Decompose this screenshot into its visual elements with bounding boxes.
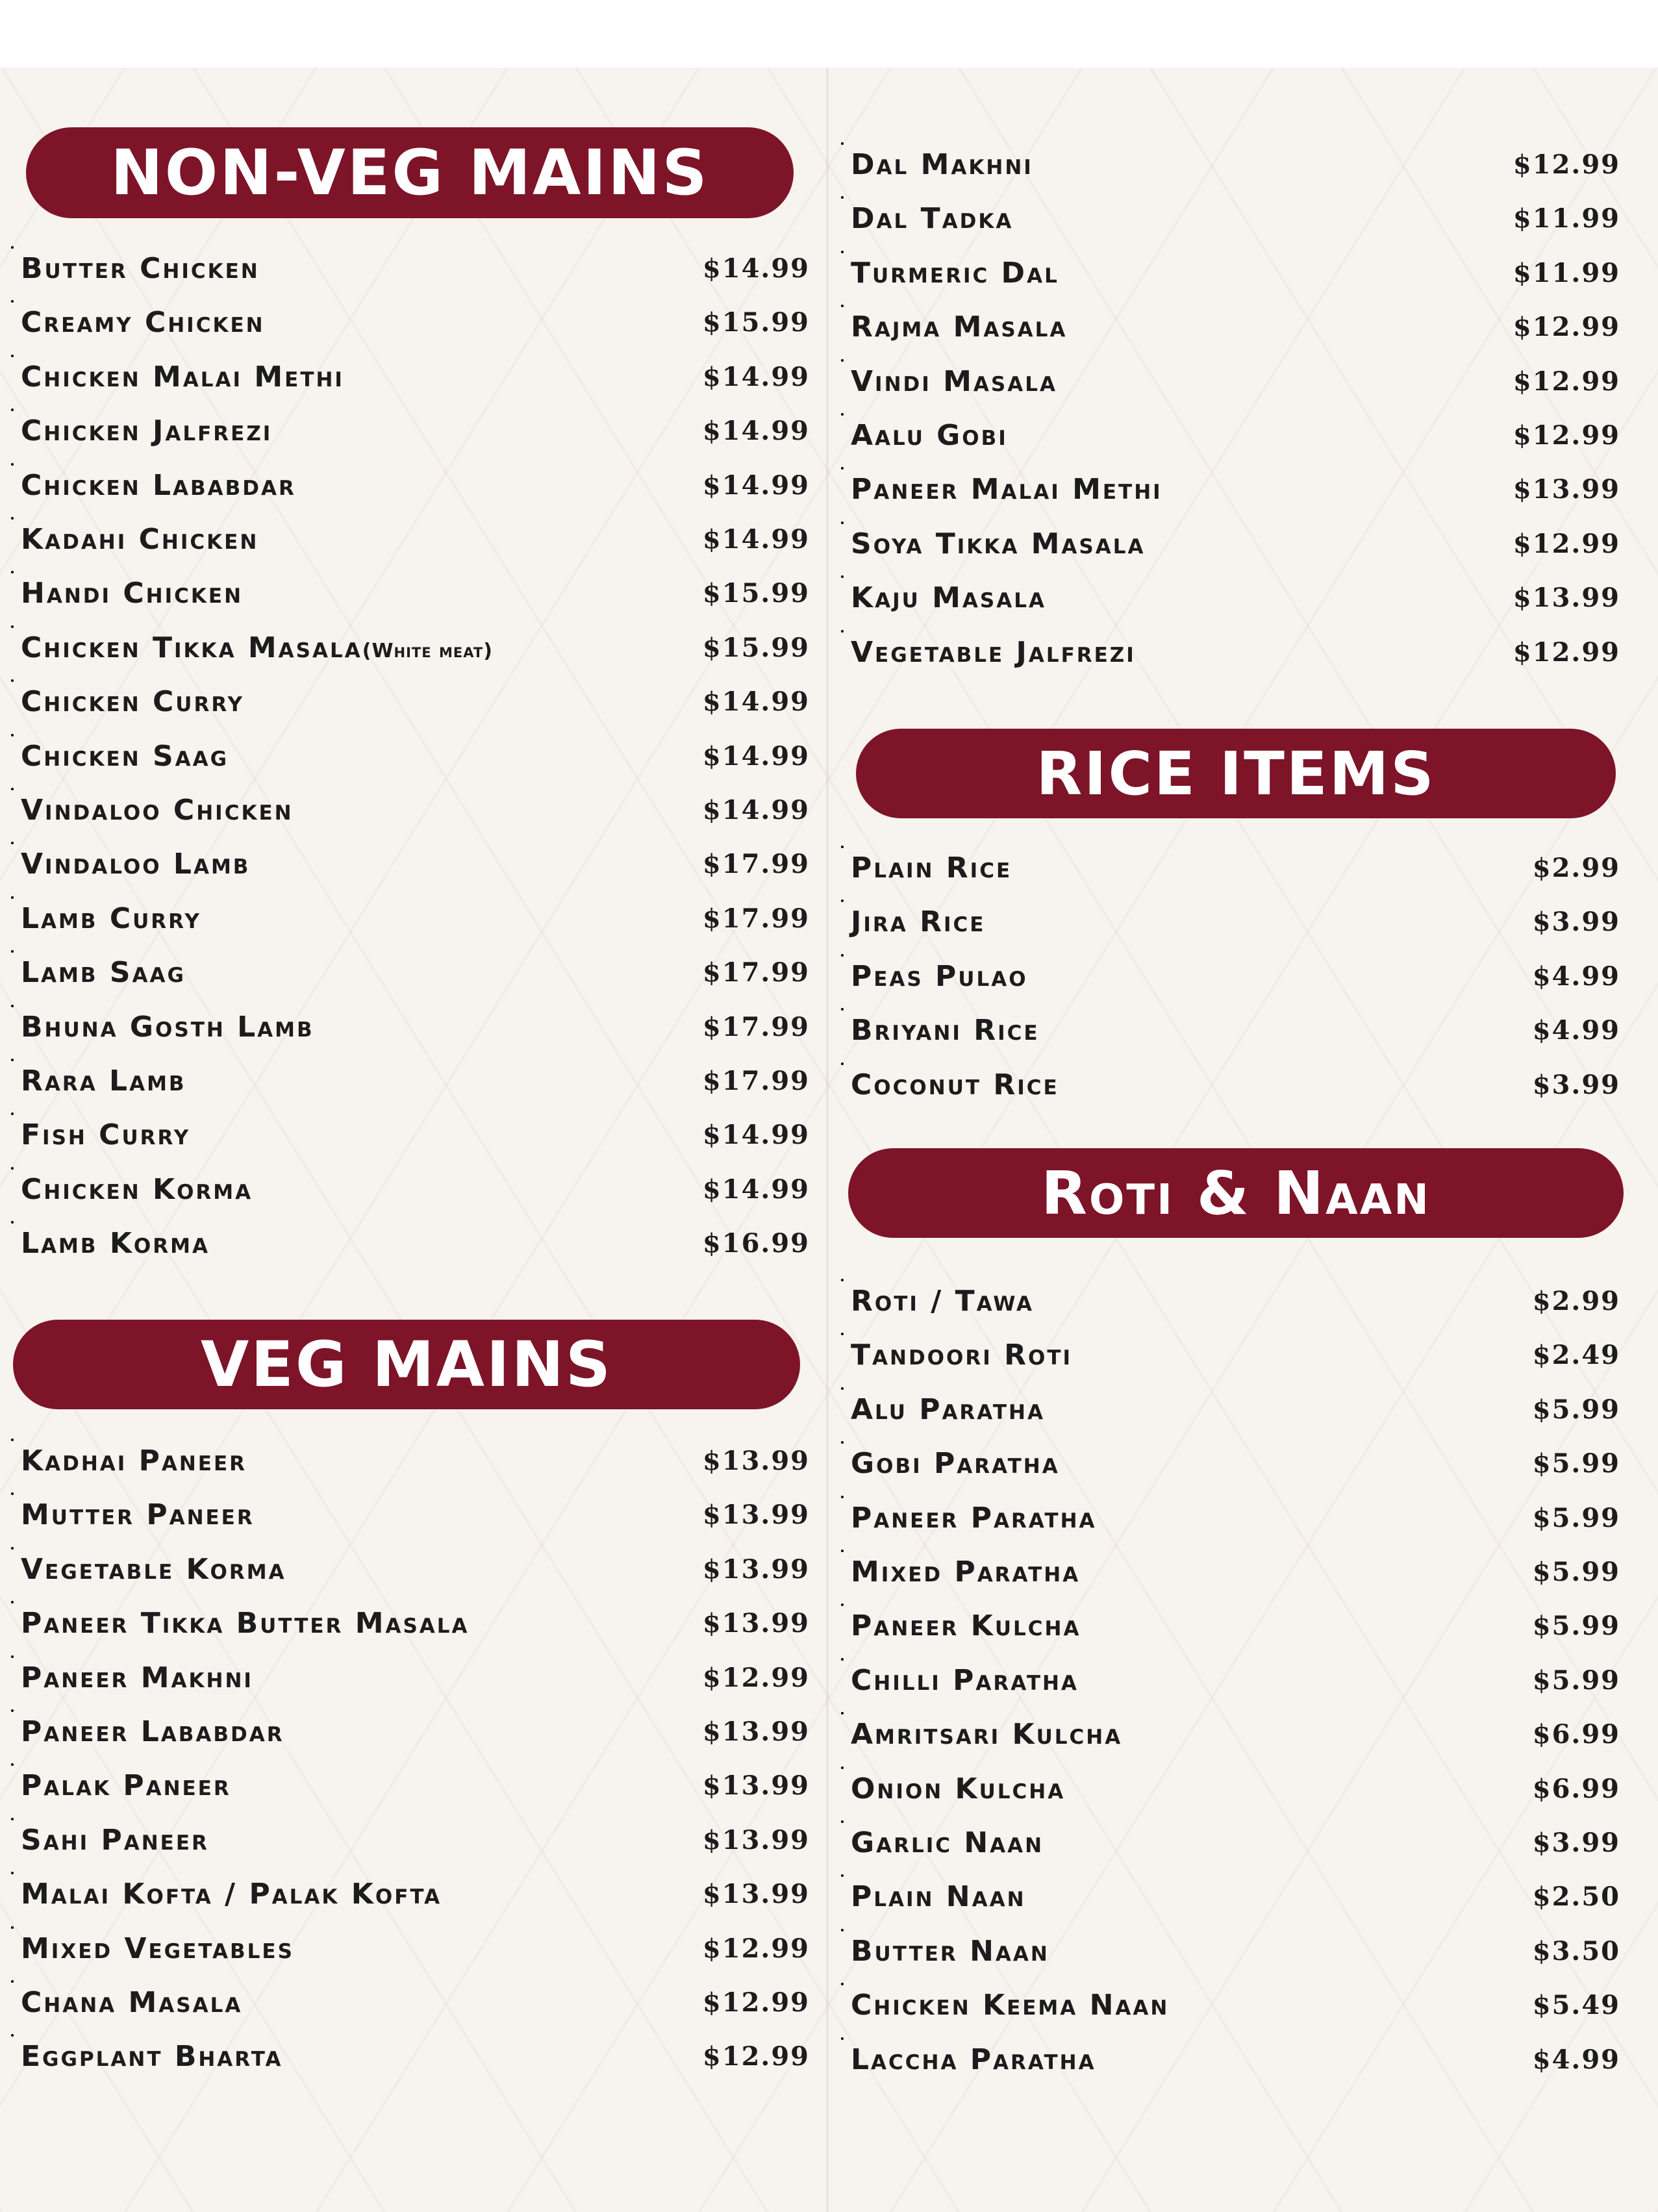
item-name-text: Roti / Tawa: [851, 1285, 1035, 1318]
menu-item: [21, 946, 810, 999]
item-name-text: Handi Chicken: [21, 577, 244, 610]
item-price: $5.99: [1532, 1611, 1620, 1642]
menu-item: [851, 2033, 1620, 2087]
item-price: $13.99: [702, 1824, 810, 1855]
item-name: [851, 517, 1145, 571]
item-price: $14.99: [702, 361, 810, 392]
menu-item: [21, 350, 810, 404]
item-name-text: Chicken Malai Methi: [21, 360, 344, 394]
item-name-text: Kadhai Paneer: [21, 1444, 247, 1477]
item-price: $6.99: [1532, 1773, 1620, 1804]
item-name: [851, 1491, 1097, 1545]
item-name-text: Vindaloo Lamb: [21, 848, 251, 881]
item-price: $14.99: [702, 1174, 810, 1205]
item-name: [21, 2030, 283, 2083]
item-name-text: Butter Chicken: [21, 252, 260, 285]
item-name: [851, 1058, 1059, 1112]
item-name: [21, 1867, 442, 1921]
non-veg-mains-banner: [26, 127, 794, 218]
menu-item: [21, 1488, 810, 1542]
item-price: $14.99: [702, 253, 810, 284]
menu-item: [851, 571, 1620, 625]
menu-item: [851, 355, 1620, 408]
item-name: [851, 192, 1013, 245]
menu-item: [21, 1651, 810, 1705]
menu-item: [851, 1978, 1620, 2032]
menu-item: [21, 1705, 810, 1759]
menu-item: [21, 404, 810, 458]
item-name: [851, 895, 985, 949]
menu-item: [21, 1054, 810, 1108]
menu-item: [21, 621, 810, 675]
item-name: [21, 837, 250, 891]
item-price: $13.99: [702, 1446, 810, 1476]
item-name-text: Rajma Masala: [851, 310, 1068, 344]
menu-item: [21, 1976, 810, 2030]
item-name: [851, 1653, 1079, 1707]
item-name: [21, 1434, 247, 1488]
column-divider: [826, 68, 829, 2212]
menu-item: [21, 295, 810, 349]
item-name-text: Briyani Rice: [851, 1014, 1040, 1048]
item-price: $13.99: [702, 1500, 810, 1531]
item-name: [21, 512, 258, 566]
menu-item: [851, 1924, 1620, 1978]
item-price: $4.99: [1532, 961, 1620, 992]
item-price: $3.99: [1532, 907, 1620, 938]
item-name-text: Chicken Lababdar: [21, 468, 296, 502]
item-name-text: Palak Paneer: [21, 1769, 231, 1803]
item-name-text: Paneer Kulcha: [851, 1609, 1081, 1643]
item-price: $17.99: [702, 1011, 810, 1042]
item-name: [21, 295, 265, 349]
menu-item: [851, 246, 1620, 300]
item-name-text: Kadahi Chicken: [21, 523, 259, 556]
item-price: $13.99: [702, 1716, 810, 1747]
veg-mains-banner: [13, 1320, 800, 1409]
roti-naan-banner: [848, 1148, 1624, 1238]
menu-item: [851, 517, 1620, 571]
item-price: $12.99: [1513, 636, 1620, 668]
item-name: [21, 1000, 314, 1054]
menu-item: [851, 1599, 1620, 1653]
item-name-text: Chicken Saag: [21, 739, 229, 773]
item-name: [851, 1545, 1080, 1599]
item-name: [851, 1870, 1026, 1924]
menu-item: [851, 1762, 1620, 1816]
item-name: [21, 1108, 190, 1162]
item-name-text: Chicken Korma: [21, 1172, 253, 1206]
item-name-text: Chicken Tikka Masala: [21, 631, 362, 664]
menu-item: [851, 1058, 1620, 1112]
page-top-margin: [0, 0, 1658, 68]
item-name: [21, 404, 272, 458]
item-price: $5.99: [1532, 1502, 1620, 1533]
item-price: $12.99: [1513, 420, 1620, 451]
item-name-text: Amritsari Kulcha: [851, 1718, 1123, 1752]
item-name: [21, 1813, 209, 1867]
item-name: [851, 300, 1067, 354]
item-name-text: Bhuna Gosth Lamb: [21, 1010, 314, 1044]
item-name-text: Gobi Paratha: [851, 1447, 1060, 1481]
menu-item: [21, 512, 810, 566]
item-name-text: Plain Naan: [851, 1880, 1026, 1914]
item-price: $11.99: [1513, 203, 1620, 234]
item-price: $17.99: [702, 957, 810, 988]
menu-item: [21, 1922, 810, 1976]
menu-item: [21, 1216, 810, 1270]
item-price: $13.99: [702, 1879, 810, 1910]
item-name-text: Soya Tikka Masala: [851, 527, 1146, 560]
item-name-text: Mutter Paneer: [21, 1498, 255, 1532]
item-price: $17.99: [702, 1066, 810, 1096]
item-name-text: Lamb Curry: [21, 901, 201, 935]
item-name: [851, 138, 1033, 192]
item-price: $12.99: [1513, 149, 1620, 180]
item-price: $5.99: [1532, 1448, 1620, 1479]
menu-item: [21, 783, 810, 837]
item-price: $14.99: [702, 470, 810, 501]
rice-items-title: RICE ITEMS: [1036, 738, 1436, 809]
item-name: [851, 625, 1136, 679]
item-name: [851, 571, 1046, 625]
item-price: $3.50: [1532, 1935, 1620, 1967]
item-price: $2.99: [1532, 853, 1620, 883]
item-name-text: Rara Lamb: [21, 1064, 186, 1098]
item-name-text: Sahi Paneer: [21, 1823, 209, 1857]
item-name: [851, 841, 1012, 895]
menu-item: [851, 1816, 1620, 1870]
item-name: [21, 1163, 253, 1216]
item-name: [21, 242, 260, 295]
item-name: [21, 1976, 242, 2030]
item-price: $13.99: [1513, 583, 1620, 614]
item-price: $16.99: [702, 1228, 810, 1259]
item-name: [21, 946, 186, 999]
item-name: [21, 1542, 286, 1596]
item-price: $6.99: [1532, 1719, 1620, 1750]
item-name-text: Garlic Naan: [851, 1826, 1044, 1859]
item-name-text: Alu Paratha: [851, 1392, 1045, 1426]
item-name-text: Jira Rice: [851, 905, 986, 939]
item-price: $3.99: [1532, 1828, 1620, 1858]
item-price: $11.99: [1513, 257, 1620, 288]
item-name-text: Chana Masala: [21, 1986, 243, 2019]
item-name: [851, 1003, 1040, 1057]
menu-item: [21, 1759, 810, 1813]
item-name-text: Lamb Saag: [21, 956, 186, 990]
menu-item: [21, 1596, 810, 1650]
item-name: [21, 783, 294, 837]
item-name-text: Chilli Paratha: [851, 1663, 1079, 1697]
item-name: [21, 459, 296, 512]
item-name-text: Dal Tadka: [851, 202, 1014, 236]
item-name: [851, 1816, 1044, 1870]
item-price: $15.99: [702, 307, 810, 338]
menu-item: [851, 1707, 1620, 1761]
item-name-text: Paneer Malai Methi: [851, 473, 1162, 507]
item-price: $3.99: [1532, 1069, 1620, 1100]
menu-item: [851, 1274, 1620, 1328]
item-name-text: Chicken Jalfrezi: [21, 414, 273, 448]
item-name: [851, 1707, 1122, 1761]
item-price: $4.99: [1532, 1015, 1620, 1046]
item-name-text: Fish Curry: [21, 1118, 191, 1152]
menu-item: [851, 1003, 1620, 1057]
item-name: [21, 1054, 186, 1108]
menu-item: [851, 1545, 1620, 1599]
item-name: [851, 355, 1057, 408]
item-note: (White meat): [362, 639, 493, 662]
item-price: $12.99: [702, 2041, 810, 2072]
item-name-text: Aalu Gobi: [851, 419, 1008, 452]
item-name-text: Laccha Paratha: [851, 2042, 1096, 2076]
menu-item: [851, 895, 1620, 949]
item-price: $13.99: [1513, 474, 1620, 505]
item-name-text: Paneer Tikka Butter Masala: [21, 1607, 470, 1640]
menu-item: [851, 1491, 1620, 1545]
item-price: $5.99: [1532, 1665, 1620, 1696]
menu-item: [21, 459, 810, 512]
menu-item: [21, 837, 810, 891]
item-price: $14.99: [702, 524, 810, 555]
item-price: $14.99: [702, 1120, 810, 1151]
item-name: [851, 1383, 1045, 1437]
item-name-text: Chicken Curry: [21, 685, 244, 719]
item-name-text: Vegetable Jalfrezi: [851, 635, 1136, 669]
rice-items-banner: [856, 729, 1616, 818]
menu-item: [851, 138, 1620, 192]
menu-item: [851, 192, 1620, 245]
item-price: $14.99: [702, 795, 810, 825]
item-name-text: Lamb Korma: [21, 1227, 210, 1261]
item-name: [851, 1924, 1049, 1978]
veg-mains-title: VEG MAINS: [200, 1328, 613, 1401]
item-name: [21, 1922, 294, 1976]
item-price: $12.99: [702, 1933, 810, 1964]
item-name: [851, 408, 1008, 462]
item-name-text: Vindaloo Chicken: [21, 794, 294, 827]
item-price: $5.99: [1532, 1394, 1620, 1425]
menu-item: [21, 1163, 810, 1216]
menu-item: [21, 729, 810, 783]
roti-naan-title: Roti & Naan: [1041, 1158, 1431, 1228]
item-price: $14.99: [702, 740, 810, 772]
item-price: $12.99: [702, 1987, 810, 2018]
menu-item: [21, 1813, 810, 1867]
item-name-text: Mixed Paratha: [851, 1555, 1081, 1589]
item-price: $2.99: [1532, 1286, 1620, 1316]
item-name: [851, 2033, 1096, 2087]
item-name-text: Butter Naan: [851, 1934, 1049, 1968]
item-name: [21, 350, 344, 404]
item-price: $14.99: [702, 416, 810, 447]
item-name-text: Plain Rice: [851, 851, 1012, 885]
item-name: [21, 1759, 231, 1813]
item-price: $14.99: [702, 686, 810, 718]
item-name-text: Turmeric Dal: [851, 256, 1059, 290]
item-name-text: Mixed Vegetables: [21, 1931, 294, 1965]
item-name: [851, 246, 1059, 300]
menu-item: [851, 408, 1620, 462]
item-name: [851, 949, 1028, 1003]
item-name-text: Kaju Masala: [851, 581, 1046, 615]
item-name-text: Paneer Lababdar: [21, 1715, 284, 1748]
item-name-text: Chicken Keema Naan: [851, 1989, 1170, 2022]
item-name-text: Vindi Masala: [851, 364, 1057, 398]
item-price: $12.99: [1513, 366, 1620, 397]
menu-item: [851, 1328, 1620, 1382]
item-price: $13.99: [702, 1608, 810, 1639]
menu-item: [21, 675, 810, 729]
menu-item: [21, 892, 810, 946]
item-name-text: Paneer Paratha: [851, 1501, 1097, 1535]
item-name-text: Coconut Rice: [851, 1068, 1059, 1101]
item-name: [851, 1437, 1060, 1490]
item-name: [21, 729, 229, 783]
item-price: $4.99: [1532, 2044, 1620, 2075]
item-name: [851, 1599, 1081, 1653]
menu-item: [21, 2030, 810, 2083]
item-price: $15.99: [702, 632, 810, 663]
item-name: [851, 1762, 1065, 1816]
item-price: $12.99: [1513, 528, 1620, 559]
menu-item: [851, 1437, 1620, 1490]
item-name-text: Paneer Makhni: [21, 1661, 253, 1694]
item-price: $17.99: [702, 849, 810, 880]
menu-item: [21, 242, 810, 295]
item-name: [21, 892, 201, 946]
item-price: $5.49: [1532, 1990, 1620, 2021]
menu-item: [21, 1108, 810, 1162]
item-name: [21, 675, 244, 729]
menu-item: [851, 462, 1620, 516]
item-price: $12.99: [702, 1662, 810, 1693]
item-price: $2.49: [1532, 1340, 1620, 1371]
menu-item: [851, 949, 1620, 1003]
item-name-text: Tandoori Roti: [851, 1339, 1073, 1372]
item-name: [21, 1596, 470, 1650]
item-price: $5.99: [1532, 1557, 1620, 1587]
item-name-text: Peas Pulao: [851, 959, 1028, 993]
menu-item: [21, 1867, 810, 1921]
menu-item: [851, 625, 1620, 679]
item-name: [851, 462, 1162, 516]
item-price: $15.99: [702, 578, 810, 609]
item-name: [21, 1488, 255, 1542]
menu-item: [851, 300, 1620, 354]
item-price: $17.99: [702, 903, 810, 934]
menu-item: [21, 1542, 810, 1596]
item-name-text: Eggplant Bharta: [21, 2040, 283, 2074]
item-name-text: Vegetable Korma: [21, 1552, 286, 1586]
item-price: $12.99: [1513, 312, 1620, 343]
menu-item: [851, 1383, 1620, 1437]
item-name: [21, 1216, 210, 1270]
menu-item: [21, 566, 810, 620]
item-name: [21, 1651, 253, 1705]
item-name: [851, 1978, 1169, 2032]
non-veg-mains-title: NON-VEG MAINS: [110, 136, 709, 209]
item-name-text: Creamy Chicken: [21, 306, 265, 340]
item-name: [851, 1274, 1034, 1328]
item-price: $13.99: [702, 1770, 810, 1802]
item-price: $2.50: [1532, 1881, 1620, 1913]
item-name: [21, 566, 243, 620]
menu-item: [851, 1870, 1620, 1924]
item-price: $13.99: [702, 1553, 810, 1585]
item-name: [21, 1705, 284, 1759]
menu-item: [851, 841, 1620, 895]
menu-item: [851, 1653, 1620, 1707]
item-name-text: Dal Makhni: [851, 148, 1033, 181]
item-name: [21, 621, 493, 678]
menu-item: [21, 1000, 810, 1054]
menu-item: [21, 1434, 810, 1488]
item-name: [851, 1328, 1072, 1382]
item-name-text: Malai Kofta / Palak Kofta: [21, 1878, 442, 1911]
item-name-text: Onion Kulcha: [851, 1772, 1066, 1805]
